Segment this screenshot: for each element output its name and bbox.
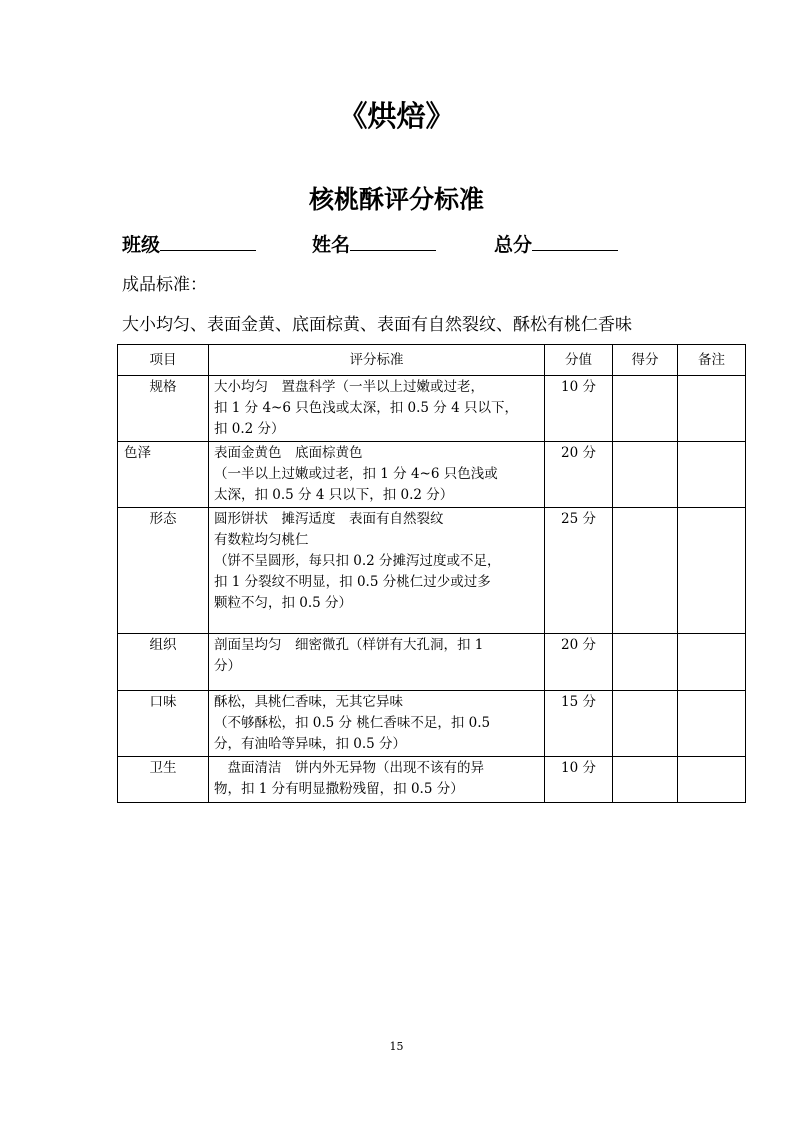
table-row — [118, 376, 746, 442]
criteria-line: 酥松，具桃仁香味，无其它异味 — [214, 694, 403, 710]
score-cell: 25 分 — [545, 508, 613, 634]
table-header-row — [118, 345, 746, 376]
score-cell: 15 分 — [545, 691, 613, 757]
student-info-row — [122, 228, 722, 260]
table-row — [118, 634, 746, 691]
criteria-line: 扣 1 分 4~6 只色浅或太深，扣 0.5 分 4 只以下， — [214, 400, 518, 416]
criteria-cell — [209, 691, 545, 757]
remark-cell[interactable] — [678, 634, 746, 691]
score-cell: 20 分 — [545, 442, 613, 508]
header-score: 分值 — [545, 345, 613, 376]
total-label: 总分 — [494, 234, 533, 256]
got-cell[interactable] — [613, 634, 678, 691]
criteria-line: （一半以上过嫩或过老，扣 1 分 4~6 只色浅或 — [214, 466, 498, 482]
criteria-cell — [209, 376, 545, 442]
table-row — [118, 757, 746, 803]
got-cell[interactable] — [613, 376, 678, 442]
got-cell[interactable] — [613, 757, 678, 803]
header-got: 得分 — [613, 345, 678, 376]
criteria-cell — [209, 757, 545, 803]
total-field — [494, 228, 618, 259]
remark-cell[interactable] — [678, 376, 746, 442]
remark-cell[interactable] — [678, 508, 746, 634]
criteria-line: 扣 1 分裂纹不明显，扣 0.5 分桃仁过少或过多 — [214, 574, 491, 590]
class-label: 班级 — [122, 234, 161, 256]
criteria-line: 物，扣 1 分有明显撒粉残留，扣 0.5 分） — [214, 781, 464, 797]
page-number: 15 — [389, 1040, 404, 1053]
criteria-line: （饼不呈圆形，每只扣 0.2 分摊泻过度或不足， — [214, 553, 501, 569]
item-cell: 规格 — [118, 376, 209, 442]
remark-cell[interactable] — [678, 757, 746, 803]
got-cell[interactable] — [613, 508, 678, 634]
criteria-line: 有数粒均匀桃仁 — [214, 532, 309, 548]
header-criteria: 评分标准 — [209, 345, 545, 376]
item-cell: 形态 — [118, 508, 209, 634]
product-standard-description: 大小均匀、表面金黄、底面棕黄、表面有自然裂纹、酥松有桃仁香味 — [122, 315, 632, 335]
name-label: 姓名 — [312, 234, 351, 256]
criteria-cell — [209, 442, 545, 508]
score-cell: 20 分 — [545, 634, 613, 691]
criteria-line: 分，有油哈等异味，扣 0.5 分） — [214, 736, 407, 752]
name-field — [312, 228, 436, 259]
score-cell: 10 分 — [545, 757, 613, 803]
class-blank — [160, 228, 256, 251]
item-cell: 口味 — [118, 691, 209, 757]
name-blank — [350, 228, 436, 251]
remark-cell[interactable] — [678, 442, 746, 508]
got-cell[interactable] — [613, 691, 678, 757]
score-cell: 10 分 — [545, 376, 613, 442]
criteria-line: 颗粒不匀，扣 0.5 分） — [214, 595, 353, 611]
criteria-line: 盘面清洁 饼内外无异物（出现不该有的异 — [214, 760, 484, 776]
criteria-line: 圆形饼状 摊泻适度 表面有自然裂纹 — [214, 511, 444, 527]
scoring-table — [117, 344, 746, 803]
table-row — [118, 442, 746, 508]
criteria-line: 太深，扣 0.5 分 4 只以下，扣 0.2 分） — [214, 487, 454, 503]
document-subtitle: 核桃酥评分标准 — [308, 185, 484, 214]
table-row — [118, 508, 746, 634]
criteria-line: 大小均匀 置盘科学（一半以上过嫩或过老， — [214, 379, 484, 395]
item-cell: 色泽 — [118, 442, 209, 508]
class-field — [122, 228, 256, 259]
criteria-line: 扣 0.2 分） — [214, 421, 285, 437]
product-standard-label: 成品标准： — [122, 275, 207, 295]
criteria-line: （不够酥松，扣 0.5 分 桃仁香味不足，扣 0.5 — [214, 715, 491, 731]
got-cell[interactable] — [613, 442, 678, 508]
criteria-line: 剖面呈均匀 细密微孔（样饼有大孔洞，扣 1 — [214, 637, 484, 653]
item-cell: 组织 — [118, 634, 209, 691]
remark-cell[interactable] — [678, 691, 746, 757]
criteria-line: 表面金黄色 底面棕黄色 — [214, 445, 363, 461]
total-blank — [532, 228, 618, 251]
header-item: 项目 — [118, 345, 209, 376]
criteria-cell — [209, 634, 545, 691]
document-title: 《烘焙》 — [338, 99, 455, 133]
item-cell: 卫生 — [118, 757, 209, 803]
header-remark: 备注 — [678, 345, 746, 376]
criteria-line: 分） — [214, 658, 241, 674]
criteria-cell — [209, 508, 545, 634]
table-row — [118, 691, 746, 757]
